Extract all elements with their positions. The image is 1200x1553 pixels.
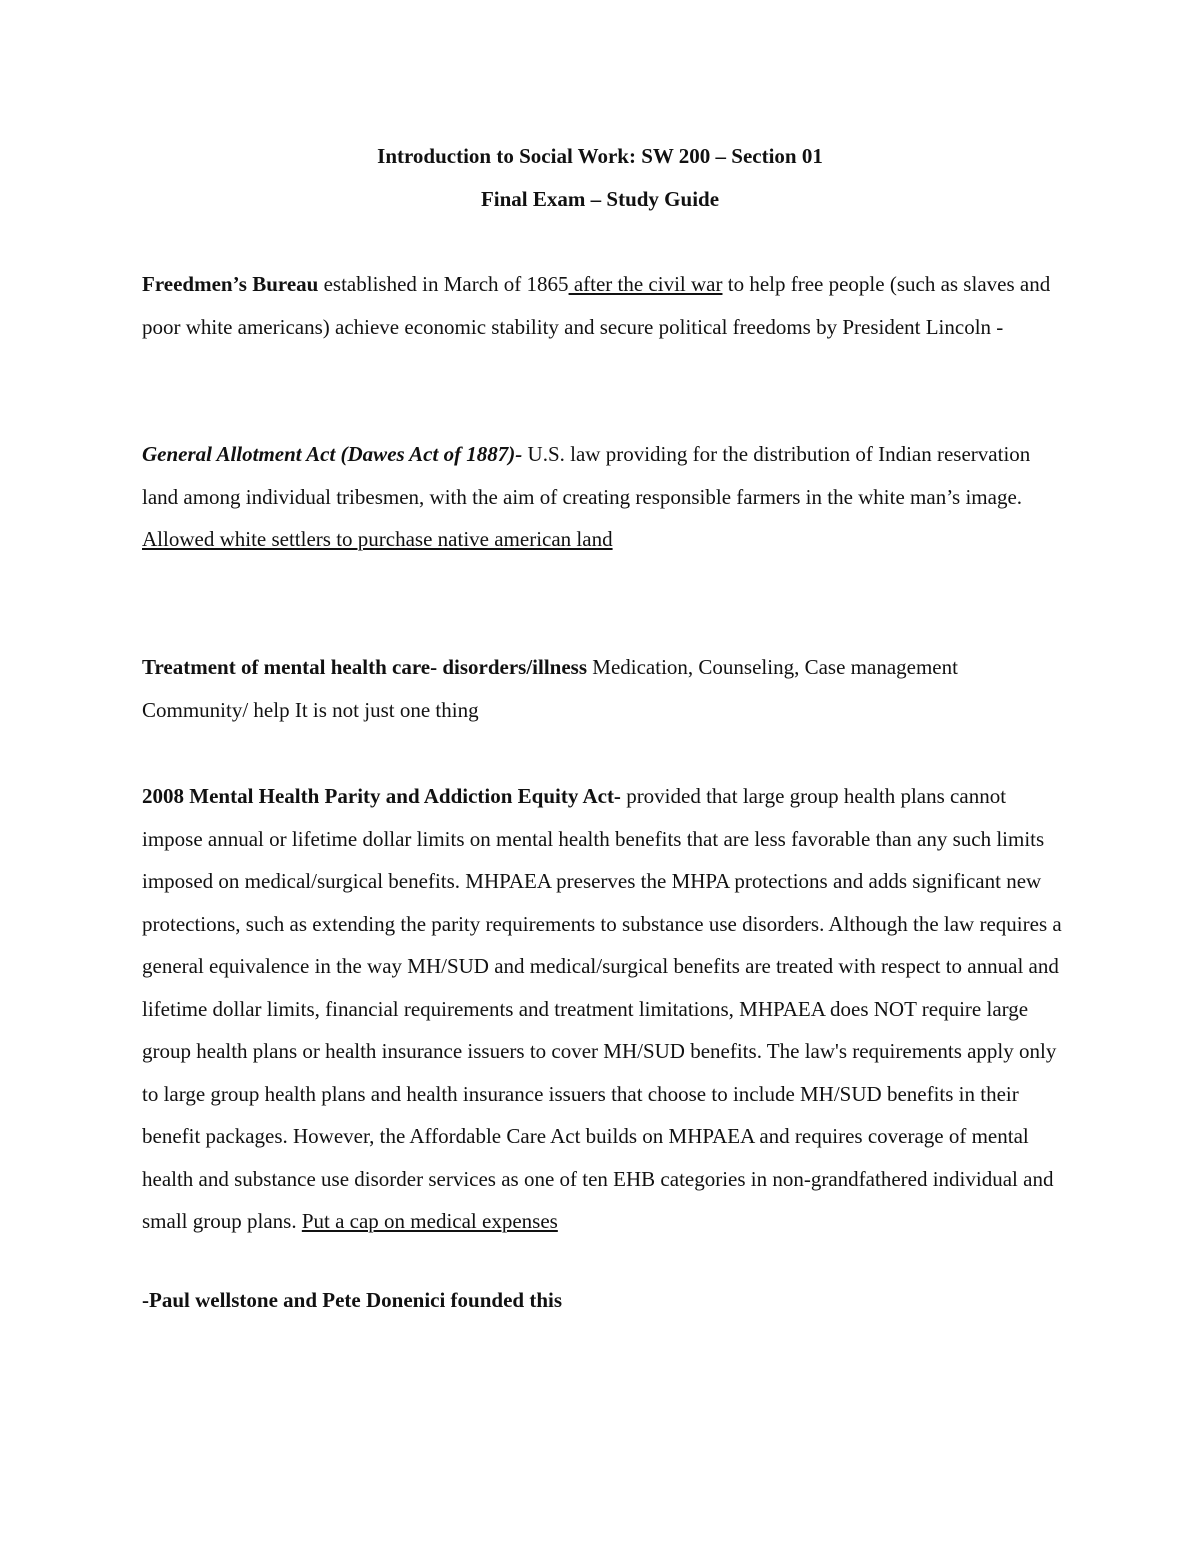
underlined-text: after the civil war (568, 272, 723, 296)
entry-dawes-act (142, 433, 1067, 561)
entry-text: U.S. law providing for the distribution of Indian reservation land among individual tribesmen, with the aim of creating responsible farmers in the white man’s image. (142, 442, 1031, 509)
term-mhpaea: 2008 Mental Health Parity and Addiction Equity Act- (142, 784, 621, 808)
term-freedmens-bureau: Freedmen’s Bureau (142, 272, 319, 296)
document-subtitle: Final Exam – Study Guide (480, 187, 720, 211)
entry-text: established in March of 1865 (318, 272, 569, 296)
entry-mhpaea (142, 775, 1067, 1243)
underlined-text: Allowed white settlers to purchase native american land (142, 527, 613, 551)
entry-text: provided that large group health plans cannot impose annual or lifetime dollar limits on mental health benefits that are less favorable than any such limits imposed on medical/surgical benefits. MHPAEA preserves the MHPA protections and adds significant new protections, such as extending the parity requirements to substance use disorders. Although the law requires a general equivalence in the way MH/SUD and medical/surgical benefits are treated with respect to annual and lifetime dollar limits, financial requirements and treatment limitations, MHPAEA does NOT require large group health plans or health insurance issuers to cover MH/SUD benefits. The law's requirements apply only to large group health plans and health insurance issuers that choose to include MH/SUD benefits in their benefit packages. However, the Affordable Care Act builds on MHPAEA and requires coverage of mental health and substance use disorder services as one of ten EHB categories in non-grandfathered individual and small group plans. (142, 784, 1062, 1233)
entry-freedmens-bureau (142, 263, 1067, 348)
entry-text: to help free people (such as slaves and poor white americans) achieve economic stability and secure political freedoms by President Lincoln - (142, 272, 1051, 339)
entry-mental-health-treatment (142, 646, 1067, 731)
underlined-text: Put a cap on medical expenses (301, 1209, 558, 1233)
document-title: Introduction to Social Work: SW 200 – Section 01 (377, 144, 823, 168)
term-dawes-act: General Allotment Act (Dawes Act of 1887)- (142, 442, 523, 466)
term-mental-health-treatment: Treatment of mental health care- disorders/illness (142, 655, 588, 679)
entry-founders: -Paul wellstone and Pete Donenici founded this (142, 1288, 563, 1312)
entry-text: Medication, Counseling, Case management Community/ help It is not just one thing (142, 655, 958, 722)
